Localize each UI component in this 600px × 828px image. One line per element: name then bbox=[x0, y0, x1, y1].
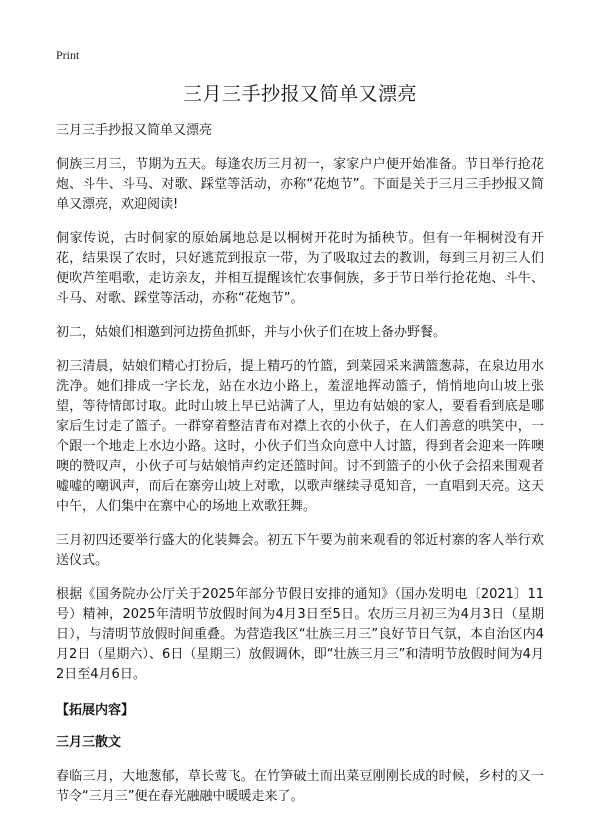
article-subtitle: 三月三手抄报又简单又漂亮 bbox=[56, 123, 213, 138]
paragraph-day-two: 初二，姑娘们相邀到河边捞鱼抓虾，并与小伙子们在坡上备办野餐。 bbox=[56, 325, 447, 340]
print-link[interactable]: Print bbox=[56, 48, 80, 62]
extension-heading: 【拓展内容】 bbox=[56, 703, 135, 718]
paragraph-holiday-notice: 根据《国务院办公厅关于2025年部分节假日安排的通知》（国办发明电〔2021〕11号）精神，2025年清明节放假时间为4月3日至5日。农历三月初三为4月3日（星期日），与清明节放假时间重叠。为营造我区“壮族三月三”良好节日气氛，本自治区内4月2日（星期六）、6日（星期三）放假调休，即“壮族三月三”和清明节放假时间为4月2日至4月6日。 bbox=[56, 587, 544, 682]
paragraph-intro: 侗族三月三，节期为五天。每逢农历三月初一，家家户户便开始准备。节日举行抢花炮、斗牛、斗马、对歌、踩堂等活动，亦称“花炮节”。下面是关于三月三手抄报又简单又漂亮，欢迎阅读! bbox=[56, 157, 544, 212]
paragraph-day-three: 初三清晨，姑娘们精心打扮后，提上精巧的竹篮，到菜园采来满篮葱蒜，在泉边用水洗净。她们排成一字长龙，站在水边小路上，羞涩地挥动篮子，悄悄地向山坡上张望，等待情郎讨取。此时山坡上早已站满了人，里边有姑娘的家人，要看看到底是哪家后生讨走了篮子。一群穿着整洁青布对襟上衣的小伙子，在人们善意的哄笑中，一个跟一个地走上水边小路。这时，小伙子们当众向意中人讨篮，得到者会迎来一阵噢噢的赞叹声，小伙子可与姑娘悄声约定还篮时间。讨不到篮子的小伙子会招来围观者嘘嘘的嘲讽声，而后在寨旁山坡上对歌，以歌声继续寻觅知音，一直唱到天亮。这天中午，人们集中在寨中心的场地上欢歌狂舞。 bbox=[56, 359, 544, 514]
essay-heading: 三月三散文 bbox=[56, 735, 122, 750]
page-title: 三月三手抄报又简单又漂亮 bbox=[182, 83, 417, 105]
paragraph-legend: 侗家传说，古时侗家的原始属地总是以桐树开花时为插秧节。但有一年桐树没有开花，结果误了农时，只好逃荒到报京一带，为了吸取过去的教训，每到三月初三人们便吹芦笙唱歌，走访亲友，并相互提醒该忙农事侗族，多于节日举行抢花炮、斗牛、斗马、对歌、踩堂等活动，亦称“花炮节”。 bbox=[56, 231, 544, 306]
paragraph-essay: 春临三月，大地葱郁，草长莺飞。在竹笋破土而出菜豆刚刚长成的时候，乡村的又一节令“三月三”便在春光融融中暖暖走来了。 bbox=[56, 769, 544, 804]
paragraph-day-four: 三月初四还要举行盛大的化装舞会。初五下午要为前来观看的邻近村寨的客人举行欢送仪式。 bbox=[56, 533, 544, 568]
